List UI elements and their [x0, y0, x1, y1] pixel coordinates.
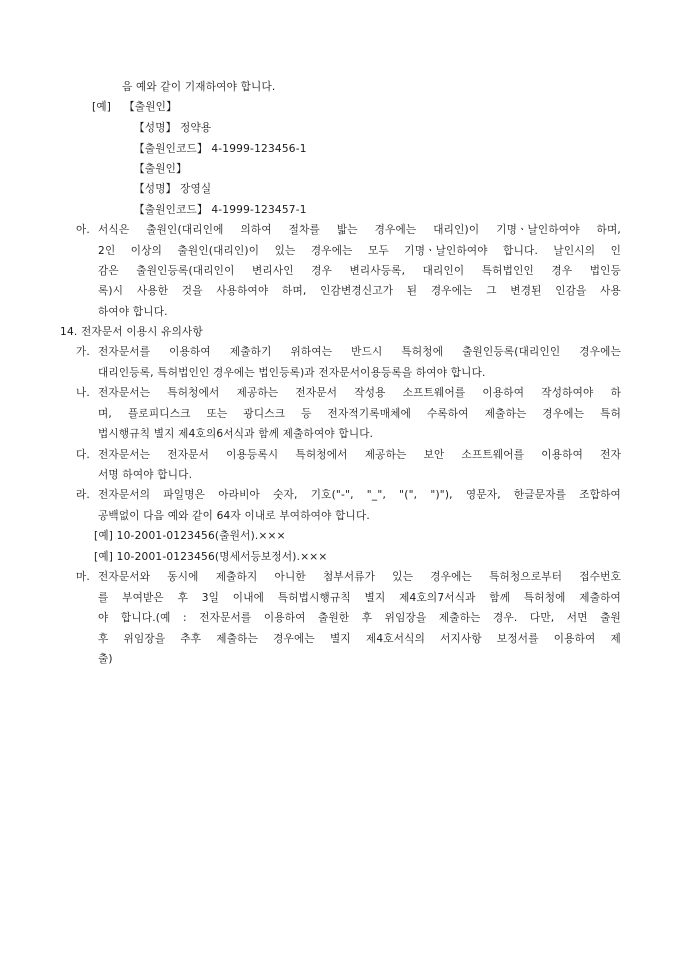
- filename-example: [예] 10-2001-0123456(명세서등보정서).×××: [94, 551, 328, 563]
- example-label: [예]: [92, 101, 112, 113]
- item-text-line: 하여야 합니다.: [98, 306, 168, 318]
- item-marker: 가.: [76, 346, 91, 358]
- item-text-line: 대리인등록, 특허법인인 경우에는 법인등록)과 전자문서이용등록을 하여야 합니다.: [98, 367, 486, 379]
- example-line: 【출원인코드】 4-1999-123457-1: [134, 204, 307, 216]
- item-text-line: 전자문서와 동시에 제출하지 아니한 첨부서류가 있는 경우에는 특허청으로부터 접수번호: [98, 571, 621, 583]
- filename-example: [예] 10-2001-0123456(출원서).×××: [94, 530, 286, 542]
- item-text-line: 전자문서는 전자문서 이용등록시 특허청에서 제공하는 보안 소프트웨어를 이용하여 전자: [98, 449, 621, 461]
- example-line: 【출원인】: [124, 101, 177, 113]
- item-marker: 마.: [76, 571, 91, 583]
- item-text-line: 서명 하여야 합니다.: [98, 469, 193, 481]
- item-marker: 다.: [76, 449, 91, 461]
- item-text-line: 공백없이 다음 예와 같이 64자 이내로 부여하여야 합니다.: [98, 510, 370, 522]
- example-line: 【성명】 장영실: [134, 183, 212, 195]
- example-line: 【출원인】: [134, 163, 187, 175]
- item-marker: 나.: [76, 387, 91, 399]
- item-text-line: 출): [98, 653, 113, 665]
- example-line: 【성명】 정약용: [134, 122, 212, 134]
- item-text-line: 야 합니다.(예 : 전자문서를 이용하여 출원한 후 위임장을 제출하는 경우. 다만, 서면 출원: [98, 612, 621, 624]
- item-text-line: 를 부여받은 후 3일 이내에 특허법시행규칙 별지 제4호의7서식과 함께 특허청에 제출하여: [98, 592, 621, 604]
- continuation-text: 음 예와 같이 기재하여야 합니다.: [122, 81, 276, 93]
- item-marker: 라.: [76, 489, 91, 501]
- item-text-line: 법시행규칙 별지 제4호의6서식과 함께 제출하여야 합니다.: [98, 428, 374, 440]
- item-marker: 아.: [76, 224, 91, 236]
- item-text-line: 며, 플로피디스크 또는 광디스크 등 전자적기록매체에 수록하여 제출하는 경우에는 특허: [98, 408, 621, 420]
- item-text-line: 서식은 출원인(대리인에 의하여 절차를 밟는 경우에는 대리인)이 기명ㆍ날인하여야 하며,: [98, 224, 621, 236]
- item-text-line: 후 위임장을 추후 제출하는 경우에는 별지 제4호서식의 서지사항 보정서를 이용하여 제: [98, 633, 621, 645]
- item-text-line: 감은 출원인등록(대리인이 변리사인 경우 변리사등록, 대리인이 특허법인인 경우 법인등: [98, 265, 621, 277]
- item-text-line: 전자문서는 특허청에서 제공하는 전자문서 작성용 소프트웨어를 이용하여 작성하여야 하: [98, 387, 621, 399]
- item-text-line: 전자문서를 이용하여 제출하기 위하여는 반드시 특허청에 출원인등록(대리인인 경우에는: [98, 346, 621, 358]
- item-text-line: 전자문서의 파일명은 아라비아 숫자, 기호("-", "_", "(", ")"), 영문자, 한글문자를 조합하여: [98, 489, 621, 501]
- example-line: 【출원인코드】 4-1999-123456-1: [134, 143, 307, 155]
- item-text-line: 록)시 사용한 것을 사용하여야 하며, 인감변경신고가 된 경우에는 그 변경된 인감을 사용: [98, 285, 621, 297]
- item-text-line: 2인 이상의 출원인(대리인)이 있는 경우에는 모두 기명ㆍ날인하여야 합니다. 날인시의 인: [98, 245, 621, 257]
- section-heading: 14. 전자문서 이용시 유의사항: [60, 326, 203, 338]
